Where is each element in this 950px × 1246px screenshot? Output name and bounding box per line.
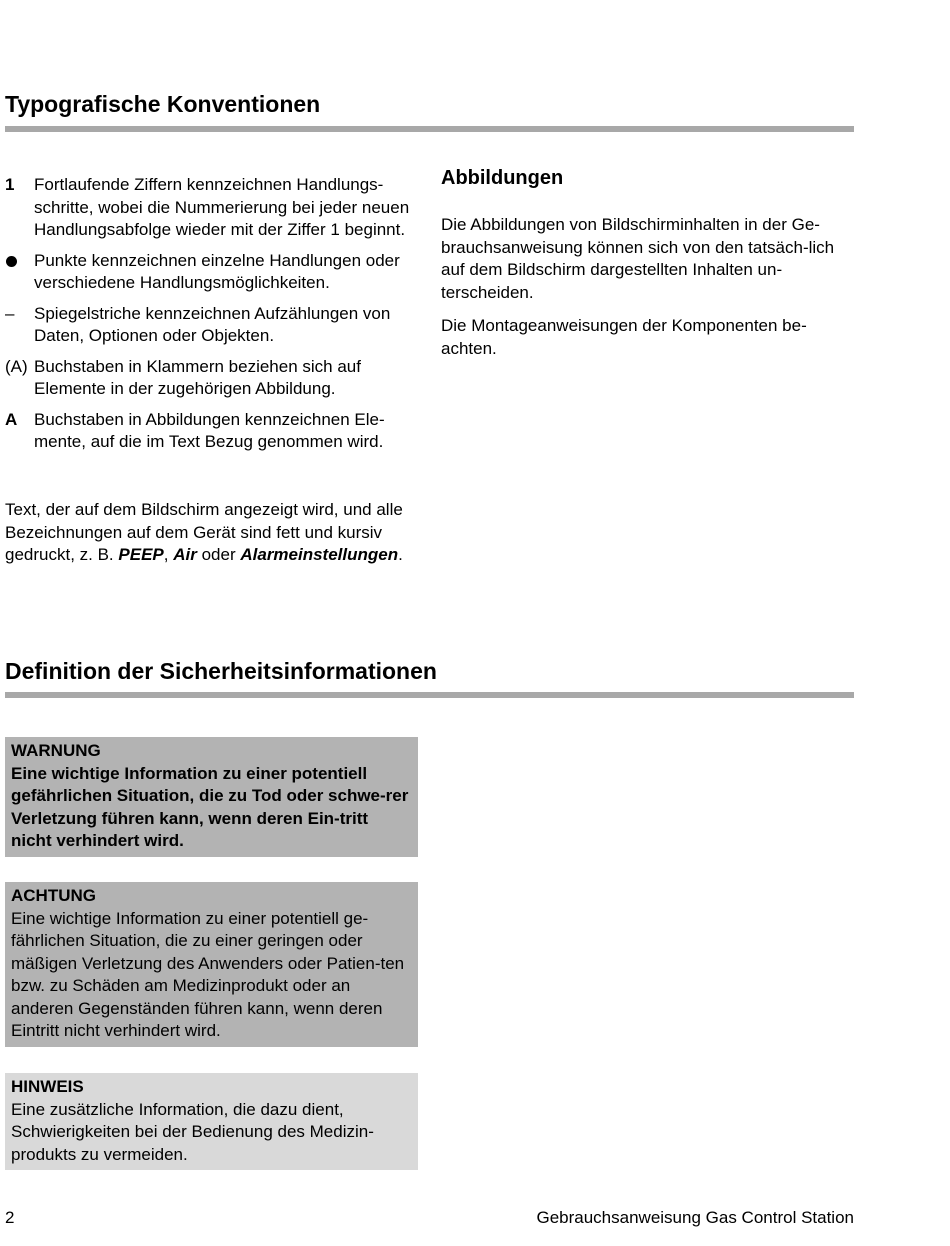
abbildungen-paragraph-1: Die Abbildungen von Bildschirminhalten in der Ge-brauchsanweisung können sich von den tatsäch-lich auf dem Bildschirm dargestellten Inhalten un-terscheiden. — [441, 215, 835, 302]
example-air: Air — [173, 545, 197, 564]
example-peep: PEEP — [118, 545, 164, 564]
subheading-abbildungen: Abbildungen — [441, 167, 564, 189]
hint-box-title: HINWEIS — [11, 1077, 84, 1096]
list-item-text: Punkte kennzeichnen einzelne Handlungen oder verschiedene Handlungsmöglichkeiten. — [34, 250, 400, 292]
list-item — [5, 356, 420, 401]
separator: , — [163, 545, 169, 564]
display-text-paragraph — [5, 499, 410, 567]
list-marker-number: 1 — [5, 175, 15, 194]
caution-box-title: ACHTUNG — [11, 886, 96, 905]
document-title: Gebrauchsanweisung Gas Control Station — [536, 1208, 854, 1227]
hint-box-text: Eine zusätzliche Information, die dazu dient, Schwierigkeiten bei der Bedienung des Medizin-produkts zu vermeiden. — [11, 1099, 374, 1164]
section-rule — [5, 692, 854, 698]
abbildungen-paragraph-2: Die Montageanweisungen der Komponenten be-achten. — [441, 316, 807, 358]
list-marker-dash: – — [5, 303, 15, 323]
convention-list — [5, 174, 420, 462]
list-marker-letter: A — [5, 409, 18, 429]
caution-box — [5, 882, 418, 1047]
warning-box-text: Eine wichtige Information zu einer potentiell gefährlichen Situation, die zu Tod oder schwe-rer Verletzung führen kann, wenn deren Ein-tritt nicht verhindert wird. — [11, 763, 409, 850]
bullet-icon — [5, 250, 34, 295]
warning-box — [5, 737, 418, 857]
list-item — [5, 250, 420, 295]
section-title-sicherheitsinformationen: Definition der Sicherheitsinformationen — [5, 658, 437, 684]
section-rule — [5, 126, 854, 132]
list-item — [5, 409, 420, 454]
list-item-text: Fortlaufende Ziffern kennzeichnen Handlungs-schritte, wobei die Nummerierung bei jeder neuen Handlungsabfolge wieder mit der Ziffer 1 beginnt. — [34, 175, 410, 239]
hint-box — [5, 1073, 418, 1170]
separator: . — [398, 545, 403, 564]
list-item — [5, 174, 420, 242]
display-text-intro: Text, der auf dem Bildschirm angezeigt wird, und alle Bezeichnungen auf dem Gerät sind fett und kursiv gedruckt, z. B. — [5, 500, 403, 564]
list-item-text: Spiegelstriche kennzeichnen Aufzählungen von Daten, Optionen oder Objekten. — [34, 303, 391, 345]
caution-box-text: Eine wichtige Information zu einer potentiell ge-fährlichen Situation, die zu einer geringen oder mäßigen Verletzung des Anwenders oder Patien-ten bzw. zu Schäden am Medizinprodukt oder an anderen Gegenständen führen kann, wenn deren Eintritt nicht verhindert wird. — [11, 908, 405, 1040]
example-alarmeinstellungen: Alarmeinstellungen — [240, 545, 399, 564]
list-item — [5, 303, 420, 348]
page-number: 2 — [5, 1208, 15, 1227]
list-item-text: Buchstaben in Abbildungen kennzeichnen Ele-mente, auf die im Text Bezug genommen wird. — [34, 409, 385, 451]
warning-box-title: WARNUNG — [11, 741, 101, 760]
list-item-text: Buchstaben in Klammern beziehen sich auf Elemente in der zugehörigen Abbildung. — [34, 356, 361, 398]
separator: oder — [201, 545, 236, 564]
section-title-typografische-konventionen: Typografische Konventionen — [5, 91, 321, 117]
list-marker-parenthesized-letter: (A) — [5, 356, 28, 376]
